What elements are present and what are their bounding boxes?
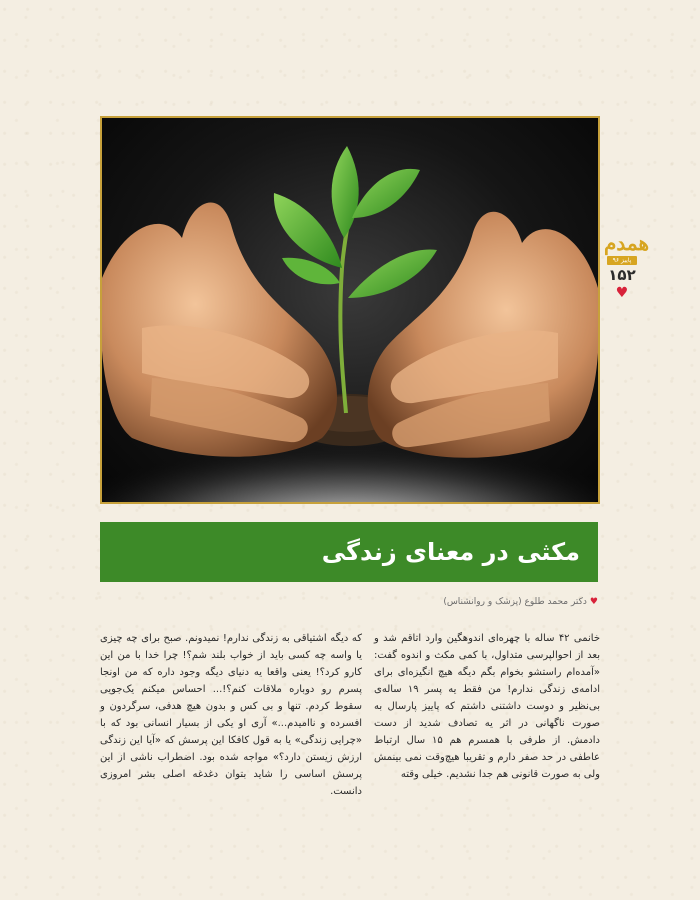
hero-image [100, 116, 600, 504]
body-column-right [374, 630, 600, 783]
title-banner [100, 522, 598, 582]
body-paragraph: خانمی ۴۲ ساله با چهره‌ای اندوهگین وارد اتاقم شد و بعد از احوالپرسی متداول، با کمی مکث و اندوه گفت: «آمده‌ام راستشو بخوام بگم دیگه هیچ انگیزه‌ای برای ادامه‌ی زندگی ندارم! من فقط یه پسر ۱۹ ساله‌ی بی‌نظیر و دوست داشتنی داشتم که پاییز پارسال به صورت ناگهانی در اثر یه تصادف شدید از دست دادمش. از طرفی با همسرم هم ۱۵ سال ارتباط عاطفی در حد صفر دارم و تقریبا هیچ‌وقت نمی بینمش ولی به صورت قانونی هم جدا نشدیم. خیلی وقته [374, 633, 601, 780]
author-name: دکتر محمد طلوع (پزشک و روانشناس) [443, 597, 587, 607]
magazine-logo [604, 231, 649, 301]
heart-icon: ♥ [615, 285, 629, 301]
magazine-brand: همدم [604, 231, 649, 255]
body-paragraph: که دیگه اشتیاقی به زندگی ندارم! نمیدونم. صبح برای چه چیزی یا واسه چه کسی باید از خواب بلند شم؟! چرا خدا با من این کارو کرد؟! یعنی واقعا یه دنیای دیگه وجود داره که من اونجا پسرم رو دوباره ملاقات کنم؟!... احساس میکنم یک‌جویی سقوط کردم. تنها و بی کس و بدون هیچ هدفی، سرگردون و افسرده و ناامیدم...» آری او یکی از بسیار انسانی بود که با «چرایی زندگی» یا به قول کافکا این پرسش که «آیا این زندگی ارزش زیستن دارد؟» مواجه شده بود. اضطراب ناشی از این پرسش اساسی را شاید بتوان دغدغه اصلی بشر امروزی دانست. [100, 633, 362, 797]
issue-label: پاییز ۹۶ [607, 256, 637, 265]
page-number: ۱۵۲ [608, 266, 636, 284]
heart-bullet-icon: ♥ [589, 597, 598, 607]
byline [443, 597, 598, 607]
article-title: مکثی در معنای زندگی [321, 538, 580, 566]
body-column-left [100, 630, 362, 800]
